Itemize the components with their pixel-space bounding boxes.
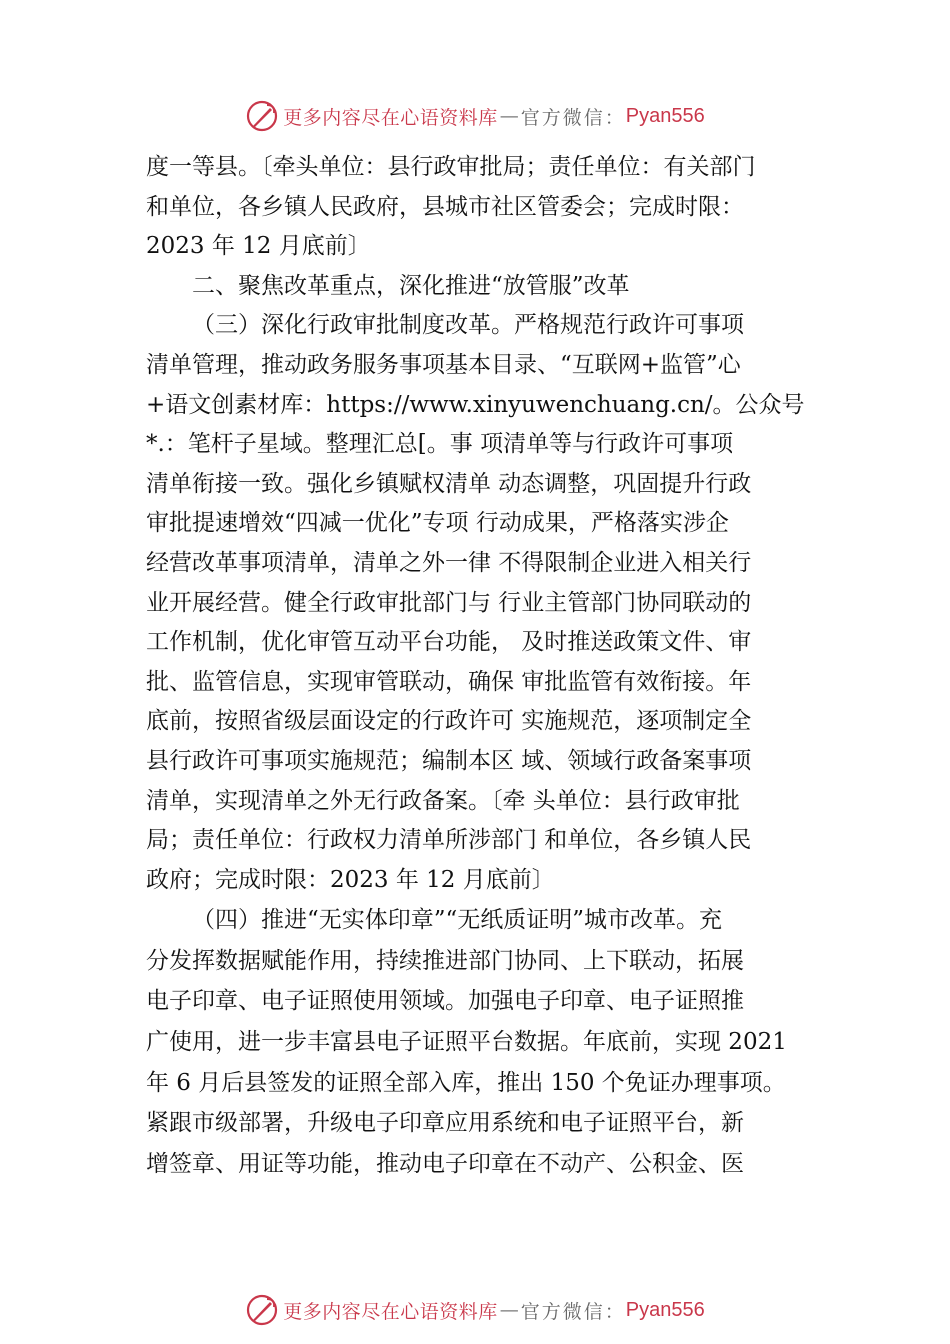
text-line: 清单，实现清单之外无行政备案。〔牵 头单位：县行政审批 bbox=[146, 787, 740, 814]
text-line: 电子印章、电子证照使用领域。加强电子印章、电子证照推 bbox=[146, 988, 744, 1015]
header-watermark-banner bbox=[0, 96, 950, 136]
paragraph-item-4 bbox=[146, 900, 826, 1184]
text-line: 广使用，进一步丰富县电子证照平台数据。年底前，实现 2021 bbox=[146, 1029, 787, 1056]
banner-wechat-id: Pyan556 bbox=[625, 1298, 705, 1321]
text-line: 紧跟市级部署，升级电子印章应用系统和电子证照平台，新 bbox=[146, 1110, 744, 1137]
document-body bbox=[146, 148, 826, 1184]
banner-separator: — bbox=[499, 105, 519, 127]
banner-site-name: 更多内容尽在心语资料库 bbox=[283, 1300, 498, 1323]
banner-site-name: 更多内容尽在心语资料库 bbox=[283, 106, 498, 129]
text-line: 批、监管信息，实现审管联动，确保 审批监管有效衔接。年 bbox=[146, 668, 752, 695]
quill-seal-logo-icon bbox=[245, 1293, 279, 1327]
paragraph-continuation bbox=[146, 148, 826, 267]
text-line: 增签章、用证等功能，推动电子印章在不动产、公积金、医 bbox=[146, 1150, 744, 1177]
text-line: 年 6 月后县签发的证照全部入库，推出 150 个免证办理事项。 bbox=[146, 1069, 786, 1096]
text-line: +语文创素材库：https://www.xinyuwenchuang.cn/。公众号 bbox=[146, 391, 805, 418]
banner-separator: — bbox=[499, 1299, 519, 1321]
text-line: *.：笔杆子星域。整理汇总[。事 项清单等与行政许可事项 bbox=[146, 431, 734, 458]
banner-wechat-label: 官方微信： bbox=[520, 106, 626, 129]
text-line: 业开展经营。健全行政审批部门与 行业主管部门协同联动的 bbox=[146, 589, 752, 616]
text-line: 局；责任单位：行政权力清单所涉部门 和单位，各乡镇人民 bbox=[146, 827, 752, 854]
banner-wechat-id: Pyan556 bbox=[625, 104, 705, 127]
text-line: 政府；完成时限：2023 年 12 月底前〕 bbox=[146, 866, 555, 893]
section-heading bbox=[146, 267, 826, 307]
text-line: 清单衔接一致。强化乡镇赋权清单 动态调整，巩固提升行政 bbox=[146, 470, 752, 497]
text-line: 底前，按照省级层面设定的行政许可 实施规范，逐项制定全 bbox=[146, 708, 752, 735]
text-line: 和单位，各乡镇人民政府，县城市社区管委会；完成时限： bbox=[146, 193, 744, 220]
banner-wechat-label: 官方微信： bbox=[520, 1300, 626, 1323]
paragraph-item-3 bbox=[146, 306, 826, 900]
text-line: 2023 年 12 月底前〕 bbox=[146, 233, 371, 260]
text-line: 工作机制，优化审管互动平台功能， 及时推送政策文件、审 bbox=[146, 629, 752, 656]
text-line: （四）推进“无实体印章”“无纸质证明”城市改革。充 bbox=[192, 907, 723, 934]
text-line: 分发挥数据赋能作用，持续推进部门协同、上下联动，拓展 bbox=[146, 947, 744, 974]
text-line: 清单管理，推动政务服务事项基本目录、“互联网+监管”心 bbox=[146, 351, 741, 378]
heading-text: 二、聚焦改革重点，深化推进“放管服”改革 bbox=[192, 272, 630, 299]
text-line: 县行政许可事项实施规范；编制本区 域、领域行政备案事项 bbox=[146, 747, 752, 774]
quill-seal-logo-icon bbox=[245, 99, 279, 133]
text-line: 经营改革事项清单，清单之外一律 不得限制企业进入相关行 bbox=[146, 549, 752, 576]
text-line: 审批提速增效“四减一优化”专项 行动成果，严格落实涉企 bbox=[146, 510, 729, 537]
text-line: 度一等县。〔牵头单位：县行政审批局；责任单位：有关部门 bbox=[146, 154, 756, 180]
footer-watermark-banner bbox=[0, 1290, 950, 1330]
text-line: （三）深化行政审批制度改革。严格规范行政许可事项 bbox=[192, 312, 744, 339]
